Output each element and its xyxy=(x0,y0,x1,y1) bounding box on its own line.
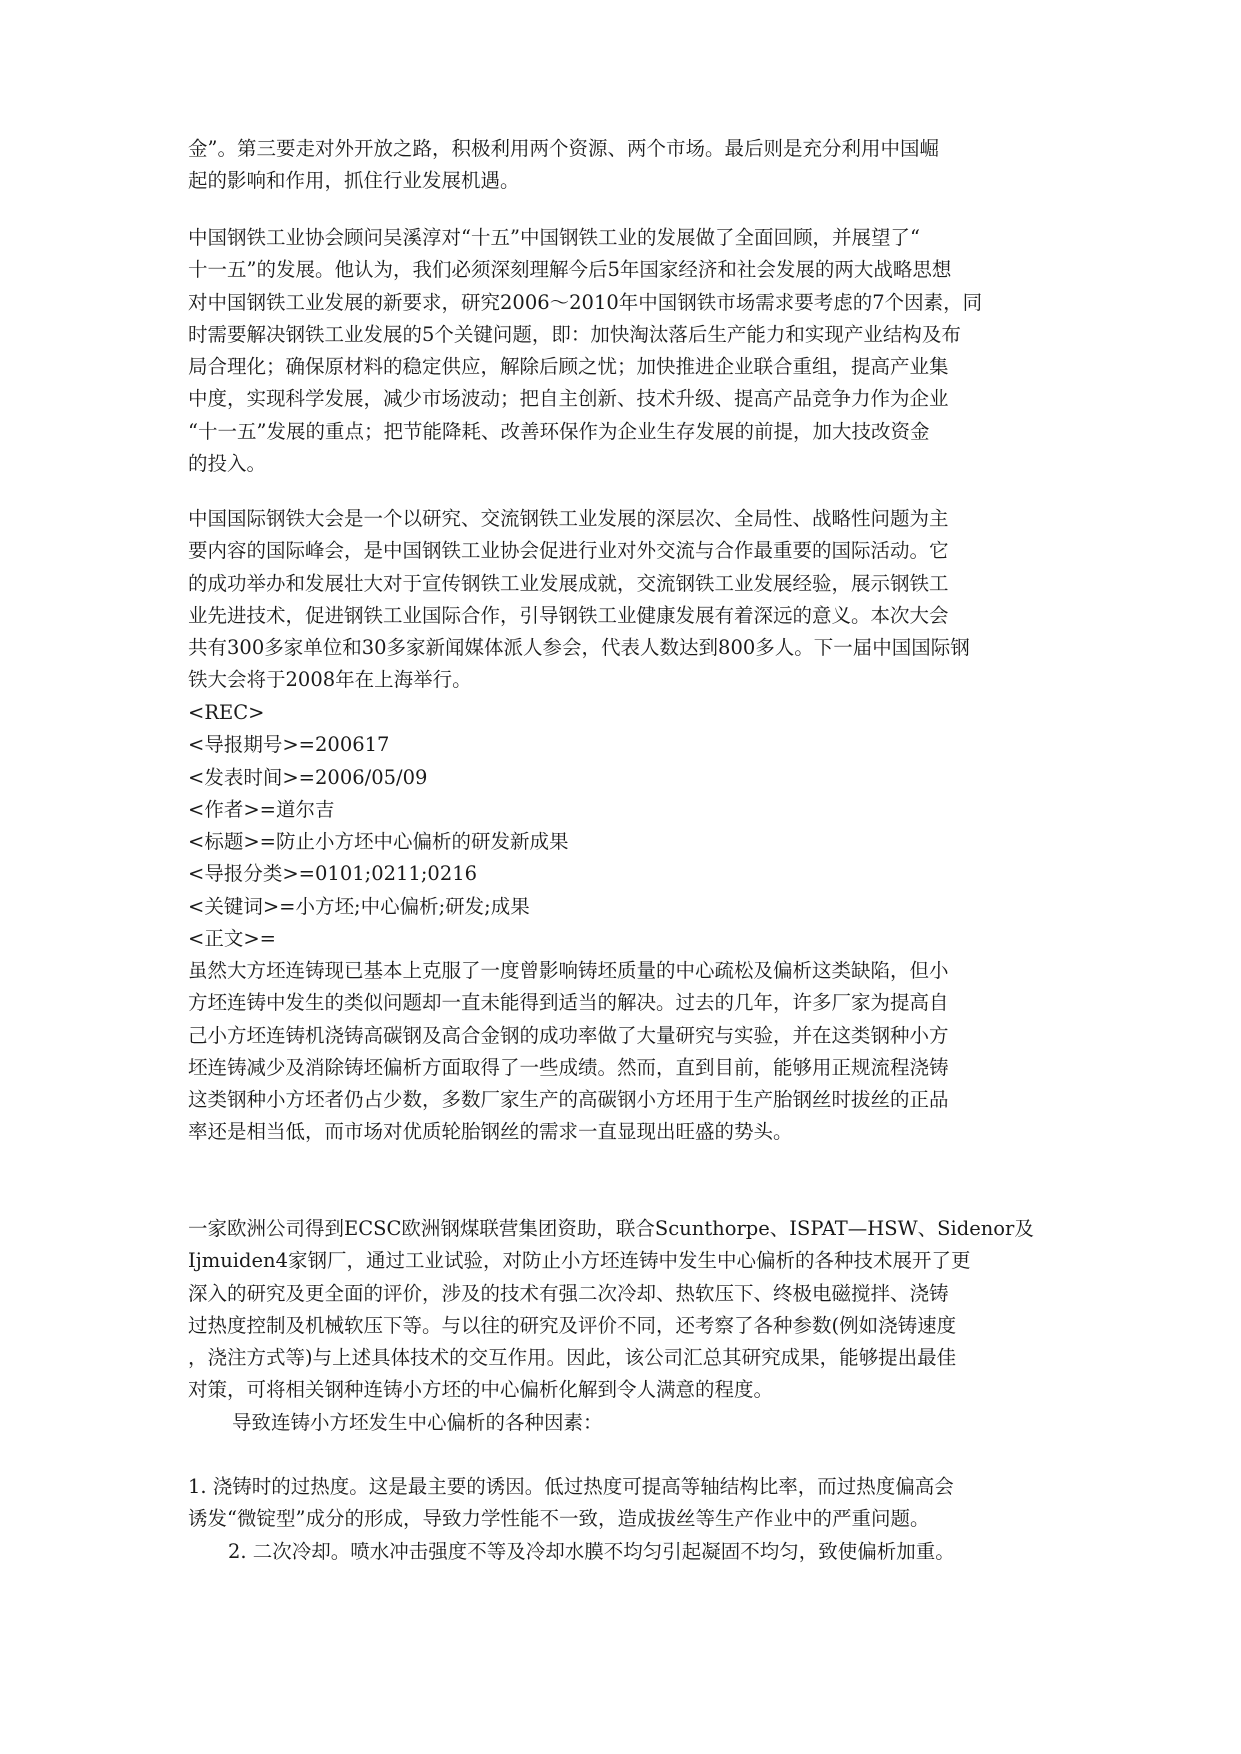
text-line: 对策，可将相关钢种连铸小方坯的中心偏析化解到令人满意的程度。 xyxy=(188,1378,774,1402)
record-field: <导报期号>=200617 xyxy=(188,733,390,757)
text-line: ，浇注方式等)与上述具体技术的交互作用。因此，该公司汇总其研究成果，能够提出最佳 xyxy=(188,1346,957,1370)
paragraph-8 xyxy=(188,1536,1055,1568)
paragraph-6 xyxy=(188,1407,1055,1439)
text-line: “十一五”发展的重点；把节能降耗、改善环保作为企业生存发展的前提，加大技改资金 xyxy=(188,419,930,443)
text-line: 1. 浇铸时的过热度。这是最主要的诱因。低过热度可提高等轴结构比率，而过热度偏高会 xyxy=(188,1475,954,1498)
text-line: 局合理化；确保原材料的稳定供应，解除后顾之忧；加快推进企业联合重组，提高产业集 xyxy=(188,355,949,379)
paragraph-3 xyxy=(188,503,1055,697)
text-line: 的成功举办和发展壮大对于宣传钢铁工业发展成就，交流钢铁工业发展经验，展示钢铁工 xyxy=(188,571,949,595)
text-line: 铁大会将于2008年在上海举行。 xyxy=(188,668,472,692)
record-field: <作者>=道尔吉 xyxy=(188,797,335,821)
text-line: 对中国钢铁工业发展的新要求，研究2006～2010年中国钢铁市场需求要考虑的7个因素，同 xyxy=(188,290,983,314)
text-line: Ijmuiden4家钢厂，通过工业试验，对防止小方坯连铸中发生中心偏析的各种技术展开了更 xyxy=(188,1249,971,1273)
text-line: 坯连铸减少及消除铸坯偏析方面取得了一些成绩。然而，直到目前，能够用正规流程浇铸 xyxy=(188,1055,949,1079)
paragraph-1 xyxy=(188,133,1055,198)
text-line: 方坯连铸中发生的类似问题却一直未能得到适当的解决。过去的几年，许多厂家为提高自 xyxy=(188,991,949,1015)
paragraph-7 xyxy=(188,1471,1055,1536)
text-line: 这类钢种小方坯者仍占少数，多数厂家生产的高碳钢小方坯用于生产胎钢丝时拔丝的正品 xyxy=(188,1088,949,1112)
text-line: 业先进技术，促进钢铁工业国际合作，引导钢铁工业健康发展有着深远的意义。本次大会 xyxy=(188,603,949,627)
text-line: 金”。第三要走对外开放之路，积极利用两个资源、两个市场。最后则是充分利用中国崛 xyxy=(188,137,939,160)
text-line: 十一五”的发展。他认为，我们必须深刻理解今后5年国家经济和社会发展的两大战略思想 xyxy=(188,258,952,282)
text-line: 中度，实现科学发展，减少市场波动；把自主创新、技术升级、提高产品竞争力作为企业 xyxy=(188,387,949,411)
record-field: <发表时间>=2006/05/09 xyxy=(188,765,428,789)
paragraph-4 xyxy=(188,955,1055,1149)
text-line: 时需要解决钢铁工业发展的5个关键问题，即：加快淘汰落后生产能力和实现产业结构及布 xyxy=(188,322,961,346)
text-line: 共有300多家单位和30多家新闻媒体派人参会，代表人数达到800多人。下一届中国国际钢 xyxy=(188,636,970,660)
record-field: <关键词>=小方坯;中心偏析;研发;成果 xyxy=(188,894,530,918)
text-line: 起的影响和作用，抓住行业发展机遇。 xyxy=(188,169,520,193)
text-line: 己小方坯连铸机浇铸高碳钢及高合金钢的成功率做了大量研究与实验，并在这类钢种小方 xyxy=(188,1023,949,1047)
text-line: 诱发“微锭型”成分的形成，导致力学性能不一致，造成拔丝等生产作业中的严重问题。 xyxy=(188,1507,930,1531)
text-line: 要内容的国际峰会，是中国钢铁工业协会促进行业对外交流与合作最重要的国际活动。它 xyxy=(188,539,949,563)
text-line: 率还是相当低，而市场对优质轮胎钢丝的需求一直显现出旺盛的势头。 xyxy=(188,1120,793,1144)
text-line: 过热度控制及机械软压下等。与以往的研究及评价不同，还考察了各种参数(例如浇铸速度 xyxy=(188,1313,957,1337)
record-field: <REC> xyxy=(188,701,265,724)
text-line: 深入的研究及更全面的评价，涉及的技术有强二次冷却、热软压下、终极电磁搅拌、浇铸 xyxy=(188,1281,949,1305)
text-line: 虽然大方坯连铸现已基本上克服了一度曾影响铸坯质量的中心疏松及偏析这类缺陷，但小 xyxy=(188,959,949,982)
text-line: 2. 二次冷却。喷水冲击强度不等及冷却水膜不均匀引起凝固不均匀，致使偏析加重。 xyxy=(228,1540,955,1563)
record-fields xyxy=(188,697,1055,955)
text-line: 中国国际钢铁大会是一个以研究、交流钢铁工业发展的深层次、全局性、战略性问题为主 xyxy=(188,507,949,530)
paragraph-2 xyxy=(188,222,1055,480)
text-line: 的投入。 xyxy=(188,452,267,476)
paragraph-5 xyxy=(188,1213,1055,1407)
record-field: <标题>=防止小方坯中心偏析的研发新成果 xyxy=(188,830,569,854)
record-field: <正文>= xyxy=(188,927,277,951)
text-line: 中国钢铁工业协会顾问吴溪淳对“十五”中国钢铁工业的发展做了全面回顾，并展望了“ xyxy=(188,226,920,249)
text-line: 一家欧洲公司得到ECSC欧洲钢煤联营集团资助，联合Scunthorpe、ISPAT—HSW、Sidenor及 xyxy=(188,1217,1034,1240)
text-line: 导致连铸小方坯发生中心偏析的各种因素： xyxy=(232,1411,603,1434)
record-field: <导报分类>=0101;0211;0216 xyxy=(188,862,478,886)
